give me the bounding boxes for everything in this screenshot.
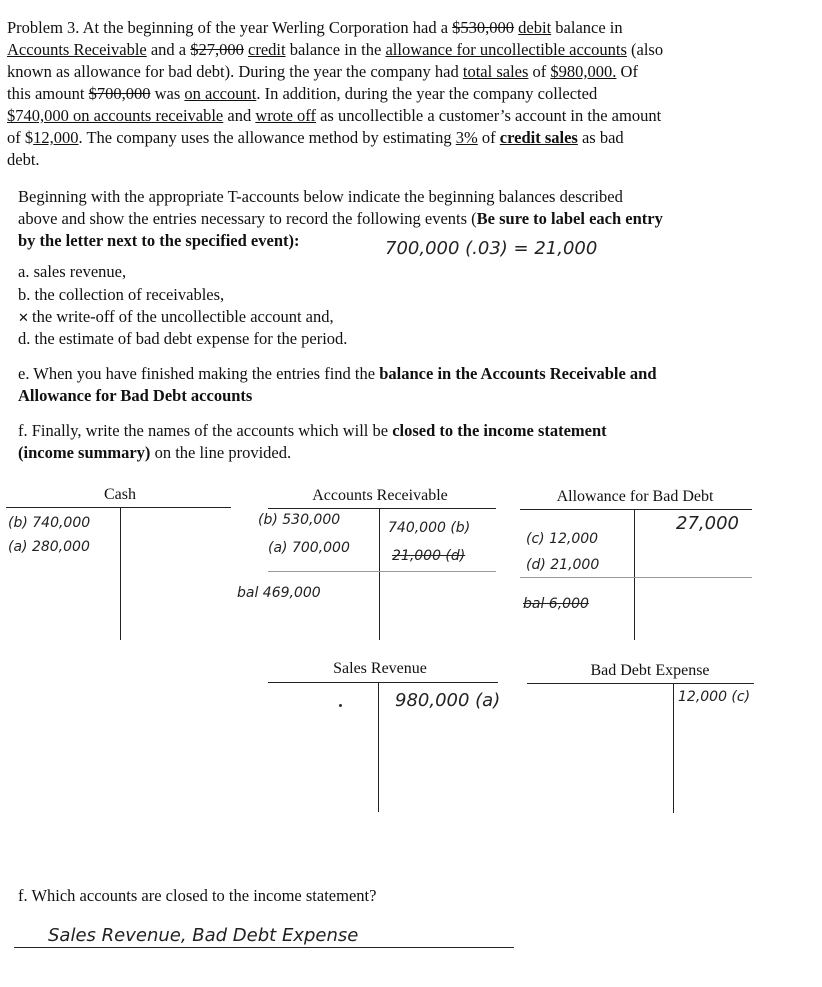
text: on the line provided. [150, 443, 292, 462]
part-f-line-2 [18, 442, 291, 463]
bold-text: Be sure to label each entry [476, 209, 663, 228]
text: and [223, 106, 256, 125]
total-sales-words: total sales [462, 62, 529, 81]
total-sales-amount: $980,000. [550, 62, 617, 81]
problem-line-3 [7, 61, 638, 82]
beginning-ar-amount: $530,000 [452, 18, 515, 37]
event-b: b. the collection of receivables, [18, 285, 225, 304]
ar-debit-1: (b) 530,000 [258, 512, 341, 528]
bold-text: by the letter next to the specified event): [18, 231, 300, 250]
credit-sales-words: credit sales [499, 128, 578, 147]
bold-text: (income summary) [18, 443, 151, 462]
text: . In addition, during the year the company collected [256, 84, 598, 103]
sales-title: Sales Revenue [333, 660, 427, 677]
credit-sales-amount: $700,000 [88, 84, 151, 103]
instructions-line-3 [18, 230, 300, 251]
answer-f: Sales Revenue, Bad Debt Expense [48, 925, 359, 946]
text: Problem 3. At the beginning of the year Werling Corporation had a [7, 18, 453, 37]
ar-divider [379, 508, 380, 640]
text: this amount [7, 84, 89, 103]
problem-line-5 [7, 105, 661, 126]
text: f. Finally, write the names of the accounts which will be [18, 421, 393, 440]
text: and a [146, 40, 191, 59]
part-e-line-1 [18, 363, 657, 384]
text: as bad [577, 128, 624, 147]
cash-debit-1: (b) 740,000 [8, 515, 91, 531]
problem-line-7: debt. [7, 150, 40, 169]
allowance-top-line [520, 509, 752, 510]
allowance-debit-2: (d) 21,000 [526, 557, 600, 573]
wrote-off-words: wrote off [255, 106, 316, 125]
text: known as allowance for bad debt). During the year the company had [7, 62, 463, 81]
problem-line-4 [7, 83, 597, 104]
checkmark-icon: ✕ [18, 311, 29, 326]
answer-line [14, 947, 514, 948]
text: . The company uses the allowance method by estimating [78, 128, 456, 147]
text: Of [616, 62, 638, 81]
bde-credit-1: 12,000 (c) [678, 689, 751, 705]
credit-word: credit [248, 40, 286, 59]
text: balance in [551, 18, 623, 37]
instructions-line-1: Beginning with the appropriate T-accounts below indicate the beginning balances described [18, 187, 623, 206]
handwritten-calc: 700,000 (.03) = 21,000 [385, 238, 598, 259]
allowance-title: Allowance for Bad Debt [556, 488, 714, 505]
allowance-sum-line [520, 577, 752, 578]
allowance-words: allowance for uncollectible accounts [385, 40, 627, 59]
part-f-line-1 [18, 420, 607, 441]
text: of [528, 62, 551, 81]
question-f: f. Which accounts are closed to the income statement? [18, 886, 377, 905]
text: e. When you have finished making the entries find the [18, 364, 380, 383]
part-e-line-2 [18, 385, 252, 406]
text: as uncollectible a customer’s account in the amount [315, 106, 662, 125]
cash-divider [120, 507, 121, 640]
write-off-amount: 12,000 [33, 128, 79, 147]
collection-words: $740,000 on accounts receivable [7, 106, 224, 125]
sales-divider [378, 682, 379, 812]
ar-word: Accounts Receivable [7, 40, 147, 59]
bold-text: closed to the income statement [392, 421, 607, 440]
bold-text: Allowance for Bad Debt accounts [18, 386, 253, 405]
cash-title: Cash [104, 486, 136, 503]
bold-text: balance in the Accounts Receivable and [379, 364, 657, 383]
text: balance in the [285, 40, 386, 59]
ar-balance: bal 469,000 [237, 585, 321, 601]
allowance-amount: $27,000 [190, 40, 244, 59]
ar-credit-2: 21,000 (d) [392, 548, 466, 564]
debit-word: debit [518, 18, 552, 37]
text: (also [626, 40, 664, 59]
problem-line-1 [7, 17, 623, 38]
allowance-debit-1: (c) 12,000 [526, 531, 599, 547]
event-c [18, 306, 334, 329]
ar-debit-2: (a) 700,000 [268, 540, 350, 556]
ar-sum-line [268, 571, 496, 572]
dot-mark [339, 704, 342, 707]
text: of [477, 128, 500, 147]
bde-divider [673, 683, 674, 813]
allowance-credit-1: 27,000 [676, 513, 739, 534]
event-a: a. sales revenue, [18, 262, 127, 281]
cash-top-line [6, 507, 231, 508]
ar-credit-1: 740,000 (b) [388, 520, 471, 536]
problem-line-2 [7, 39, 663, 60]
allowance-balance: bal 6,000 [523, 596, 589, 612]
ar-top-line [268, 508, 496, 509]
event-d: d. the estimate of bad debt expense for the period. [18, 329, 348, 348]
instructions-line-2 [18, 208, 663, 229]
sales-top-line [268, 682, 498, 683]
bde-title: Bad Debt Expense [590, 662, 710, 679]
percent-words: 3% [455, 128, 478, 147]
text: of $ [7, 128, 34, 147]
allowance-divider [634, 509, 635, 640]
problem-line-6 [7, 127, 624, 148]
text: above and show the entries necessary to record the following events ( [18, 209, 477, 228]
cash-debit-2: (a) 280,000 [8, 539, 90, 555]
ar-title: Accounts Receivable [312, 487, 448, 504]
bde-top-line [527, 683, 754, 684]
sales-credit-1: 980,000 (a) [395, 690, 501, 711]
text: was [150, 84, 185, 103]
text: the write-off of the uncollectible account and, [32, 307, 334, 326]
on-account-words: on account [184, 84, 257, 103]
